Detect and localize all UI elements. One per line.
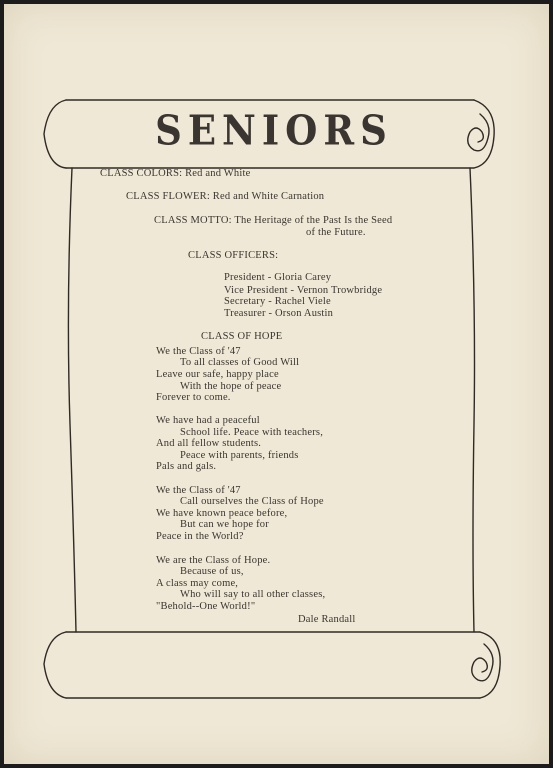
poem-line: A class may come,	[156, 578, 239, 589]
poem-line: But can we hope for	[180, 519, 269, 530]
class-colors: CLASS COLORS: Red and White	[100, 168, 251, 179]
class-flower: CLASS FLOWER: Red and White Carnation	[126, 191, 325, 202]
officer-secretary: Secretary - Rachel Viele	[224, 296, 331, 307]
poem-line: We have had a peaceful	[156, 415, 260, 426]
poem-line: To all classes of Good Will	[180, 357, 300, 368]
poem-line: Peace with parents, friends	[180, 450, 299, 461]
poem-line: Because of us,	[180, 566, 244, 577]
class-motto-continued: of the Future.	[306, 227, 366, 238]
poem-line: We have known peace before,	[156, 508, 288, 519]
poem-line: School life. Peace with teachers,	[180, 427, 324, 438]
poem-line: "Behold--One World!"	[156, 601, 256, 612]
poem-line: Leave our safe, happy place	[156, 369, 279, 380]
officer-treasurer: Treasurer - Orson Austin	[224, 308, 334, 319]
officer-vice-president: Vice President - Vernon Trowbridge	[224, 285, 383, 296]
poem-line: Pals and gals.	[156, 461, 217, 472]
yearbook-page	[4, 4, 549, 764]
poem-line: Peace in the World?	[156, 531, 244, 542]
poem-author: Dale Randall	[298, 614, 356, 625]
page-title: SENIORS	[155, 105, 393, 155]
poem-line: We the Class of '47	[156, 485, 241, 496]
poem-line: Who will say to all other classes,	[180, 589, 326, 600]
class-motto: CLASS MOTTO: The Heritage of the Past Is the Seed	[154, 215, 393, 226]
poem-line: Call ourselves the Class of Hope	[180, 496, 324, 507]
poem-line: We the Class of '47	[156, 346, 241, 357]
poem-line: And all fellow students.	[156, 438, 262, 449]
poem-line: We are the Class of Hope.	[156, 555, 271, 566]
officers-heading: CLASS OFFICERS:	[188, 250, 279, 261]
poem-line: Forever to come.	[156, 392, 231, 403]
poem-title: CLASS OF HOPE	[201, 331, 283, 342]
officer-president: President - Gloria Carey	[224, 272, 332, 283]
poem-line: With the hope of peace	[180, 381, 282, 392]
